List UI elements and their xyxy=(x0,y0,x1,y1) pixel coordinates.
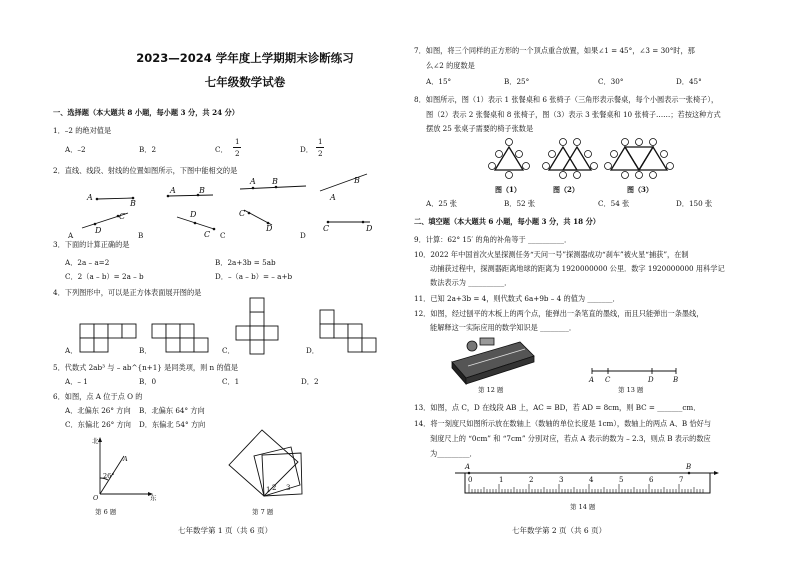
q1-option-d: D． xyxy=(300,145,313,154)
ruler-label-1: 1 xyxy=(499,476,504,484)
fig13-point-c: C xyxy=(605,376,611,384)
ruler-label-7: 7 xyxy=(679,476,684,484)
q3-option-b: B．2a+3b = 5ab xyxy=(215,258,276,267)
fig8-label-2: 图（2） xyxy=(553,185,579,194)
question-7-line2: 么∠2 的度数是 xyxy=(426,61,475,70)
question-2: 2．直线、线段、射线的位置如图所示，下图中能相交的是 xyxy=(53,166,238,175)
question-6: 6．如图，点 A 位于点 O 的 xyxy=(53,392,143,401)
q1-d-frac-num: 1 xyxy=(318,137,323,146)
q1-d-frac-den: 2 xyxy=(318,149,323,158)
q2b-label-d: D xyxy=(190,210,197,219)
question-8-line2: 图（2）表示 2 张餐桌和 8 张椅子，图（3）表示 3 张餐桌和 10 张椅子……；若按这种方式 xyxy=(426,110,721,119)
q1-option-a: A．–2 xyxy=(65,145,86,154)
q2a-label-b: B xyxy=(130,199,136,208)
question-10: 10．2022 年中国首次火星探测任务“天问一号”探测器成功“刹车”被火星“捕获”，在制 xyxy=(414,250,689,259)
fig7-angle-1: 1 xyxy=(266,486,271,494)
q5-option-d: D．2 xyxy=(301,377,319,386)
fig7-angle-3: 3 xyxy=(286,484,291,492)
question-9: 9．计算：62° 15′ 的角的补角等于 __________． xyxy=(414,235,572,244)
ruler-label-2: 2 xyxy=(529,476,534,484)
fig6-origin-label: O xyxy=(93,494,99,502)
q2d-label-c: C xyxy=(323,224,330,233)
q5-option-c: C．1 xyxy=(222,377,240,386)
q8-option-c: C．54 张 xyxy=(598,199,630,208)
question-7: 7．如图，将三个同样的正方形的一个顶点重合放置，如果∠1 = 45°，∠3 = 30°时，那 xyxy=(414,46,695,55)
q7-option-c: C．30° xyxy=(598,77,624,86)
question-4: 4．下列图形中，可以是正方体表面展开图的是 xyxy=(53,288,202,297)
fig14-point-b: B xyxy=(686,463,692,471)
q5-option-b: B．0 xyxy=(139,377,157,386)
q2c-label-b: B xyxy=(272,177,278,186)
ruler-label-5: 5 xyxy=(619,476,624,484)
q2d-label-b: B xyxy=(354,176,360,185)
question-11: 11．已知 2a+3b = 4，则代数式 6a+9b – 4 的值为 _______． xyxy=(414,294,620,303)
q1-c-frac-num: 1 xyxy=(235,137,240,146)
q4-option-c: C． xyxy=(222,346,235,355)
fig7-angle-2: 2 xyxy=(272,484,277,492)
q2b-label-c: C xyxy=(204,230,211,239)
q3-option-d: D．–（a – b）= – a+b xyxy=(215,272,293,281)
q2d-label-a: A xyxy=(330,193,336,202)
fig13-point-a: A xyxy=(589,376,595,384)
q7-option-a: A．15° xyxy=(426,77,452,86)
question-10-line2: 动捕获过程中，探测器距离地球的距离为 1920000000 公里．数字 1920000000 用科学记 xyxy=(430,264,725,273)
q2c-label-c: C xyxy=(239,209,246,218)
section-choice-heading: 一、选择题（本大题共 8 小题，每小题 3 分，共 24 分） xyxy=(53,108,239,117)
fig8-label-3: 图（3） xyxy=(627,185,653,194)
question-3: 3．下面的计算正确的是 xyxy=(53,240,130,249)
q2c-label-a: A xyxy=(250,177,256,186)
question-8-line3: 摆放 25 张桌子需要的椅子张数是 xyxy=(426,124,534,133)
fig14-point-a: A xyxy=(465,463,471,471)
question-13: 13．如图，点 C，D 在线段 AB 上，AC = BD，若 AD = 8cm，则 BC = _______cm． xyxy=(414,403,701,412)
q2-option-b: B xyxy=(138,231,144,240)
q2-option-c: C xyxy=(220,231,226,240)
q7-option-d: D．45° xyxy=(676,77,702,86)
question-10-line3: 数法表示为 __________． xyxy=(430,278,512,287)
question-1: 1．–2 的绝对值是 xyxy=(53,126,112,135)
fig8-label-1: 图（1） xyxy=(495,185,521,194)
q2a-label-a: A xyxy=(87,193,93,202)
q3-option-a: A．2a – a=2 xyxy=(65,258,110,267)
fig6-point-a-label: A xyxy=(123,455,128,463)
ruler-label-0: 0 xyxy=(468,476,473,484)
q2b-label-a: A xyxy=(170,186,176,195)
right-page-footer: 七年数学第 2 页（共 6 页） xyxy=(512,526,607,535)
exam-subtitle: 七年级数学试卷 xyxy=(204,75,286,89)
q1-option-c: C． xyxy=(215,145,228,154)
question-12-line2: 能解释这一实际应用的数学知识是 ________． xyxy=(430,323,577,332)
fig6-east-label: 东 xyxy=(150,494,157,502)
fig6-caption: 第 6 题 xyxy=(95,508,117,516)
q4-option-b: B． xyxy=(139,346,152,355)
q1-c-frac-den: 2 xyxy=(235,149,240,158)
q4-option-d: D． xyxy=(306,346,319,355)
fig12-caption: 第 12 题 xyxy=(478,386,504,394)
question-8: 8．如图所示，图（1）表示 1 张餐桌和 6 张椅子（三角形表示餐桌，每个小圆表示一张椅子）， xyxy=(414,95,719,104)
question-14: 14．将一刻度尺如图所示放在数轴上（数轴的单位长度是 1cm），数轴上的两点 A、B 恰好与 xyxy=(414,419,712,428)
question-12: 12．如图，经过刨平的木板上的两个点，能弹出一条笔直的墨线，而且只能弹出一条墨线， xyxy=(414,309,704,318)
q2b-label-b: B xyxy=(199,186,205,195)
q8-option-a: A．25 张 xyxy=(426,199,457,208)
question-14-line2: 刻度尺上的 “0cm” 和 “7cm” 分别对应，若点 A 表示的数为 – 2.3，则点 B 表示的数应 xyxy=(430,434,711,443)
q2-option-d: D xyxy=(300,231,306,240)
q7-option-b: B．25° xyxy=(504,77,530,86)
q2d-label-d: D xyxy=(366,224,373,233)
fig13-point-b: B xyxy=(673,376,679,384)
question-5: 5．代数式 2ab³ 与 – ab^{n+1} 是同类项，则 n 的值是 xyxy=(53,363,239,372)
ruler-label-4: 4 xyxy=(589,476,594,484)
fig6-angle-label: 26° xyxy=(103,472,115,480)
left-page-footer: 七年数学第 1 页（共 6 页） xyxy=(178,526,273,535)
fig6-north-label: 北 xyxy=(92,437,99,445)
q4-option-a: A． xyxy=(65,346,78,355)
q5-option-a: A．– 1 xyxy=(65,377,88,386)
fig14-caption: 第 14 题 xyxy=(570,503,596,511)
section-fill-heading: 二、填空题（本大题共 6 小题，每小题 3 分，共 18 分） xyxy=(414,217,600,226)
q6-option-b: B．北偏东 64° 方向 xyxy=(139,406,205,415)
q6-option-c: C．东偏北 26° 方向 xyxy=(65,420,131,429)
ruler-label-6: 6 xyxy=(649,476,654,484)
ruler-label-3: 3 xyxy=(559,476,564,484)
question-14-line3: 为_________． xyxy=(430,449,477,458)
q2a-label-c: C xyxy=(119,212,126,221)
fig13-point-d: D xyxy=(648,376,654,384)
fig7-caption: 第 7 题 xyxy=(252,508,274,516)
q2c-label-d: D xyxy=(266,224,273,233)
q2-option-a: A xyxy=(68,231,74,240)
q1-option-b: B．2 xyxy=(139,145,157,154)
exam-title: 2023—2024 学年度上学期期末诊断练习 xyxy=(136,51,354,65)
q2a-label-d: D xyxy=(95,226,102,235)
q6-option-d: D．东偏北 54° 方向 xyxy=(139,420,206,429)
q3-option-c: C．2（a – b）= 2a – b xyxy=(65,272,144,281)
q8-option-d: D．150 张 xyxy=(676,199,713,208)
q6-option-a: A．北偏东 26° 方向 xyxy=(65,406,131,415)
q8-option-b: B．52 张 xyxy=(504,199,536,208)
fig13-caption: 第 13 题 xyxy=(618,386,644,394)
